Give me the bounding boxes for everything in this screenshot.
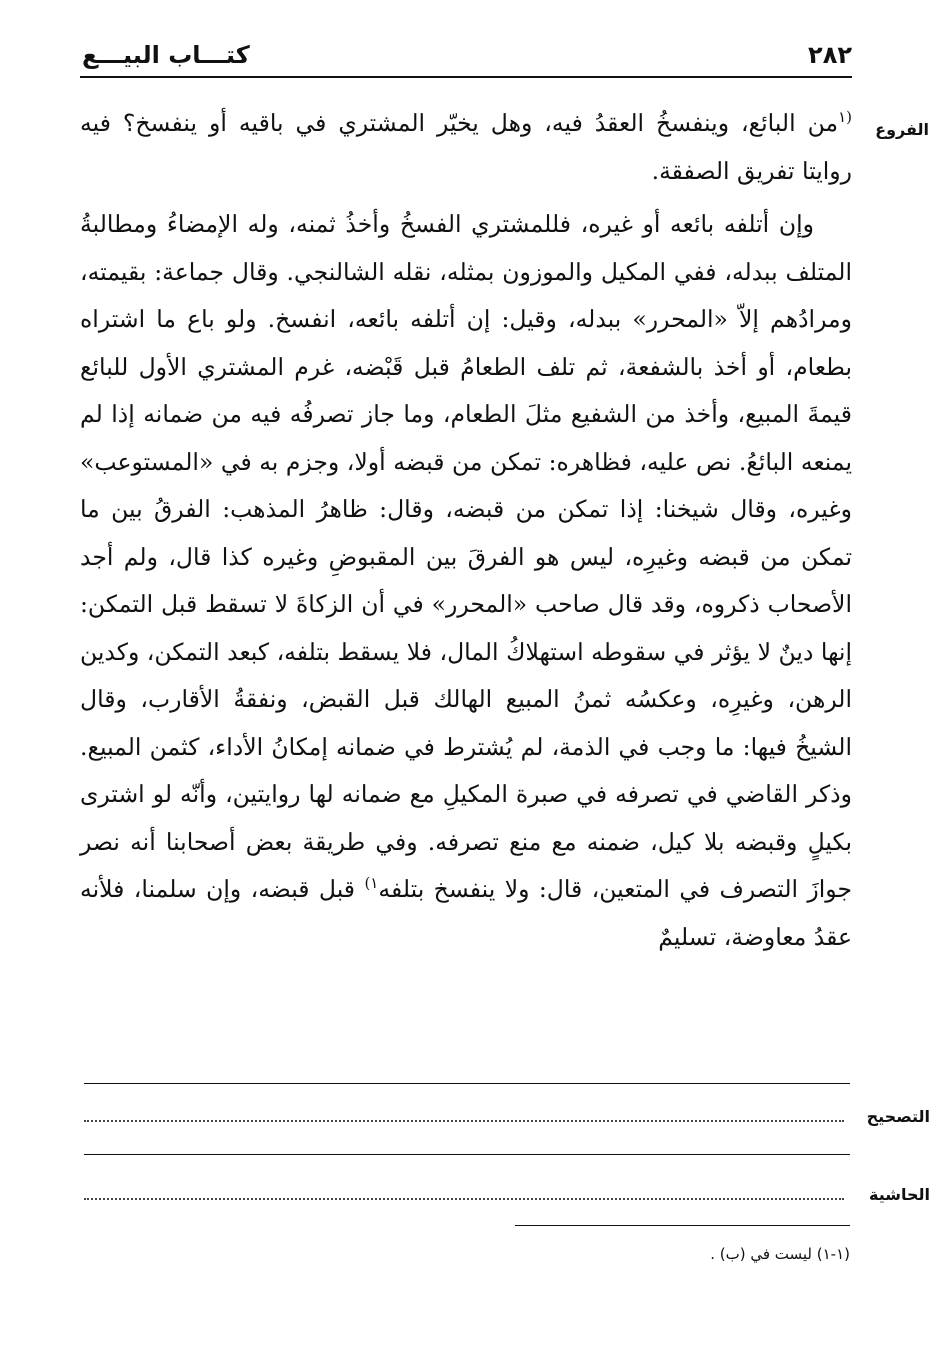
correction-row <box>84 1100 930 1134</box>
page-number: ٢٨٢ <box>808 41 852 69</box>
correction-dotted-line <box>84 1120 844 1122</box>
body-text <box>80 100 852 961</box>
paragraph-text-tail: قبل قبضه، وإن سلمنا، فلأنه عقدُ معاوضة، تسليمٌ <box>80 875 852 951</box>
correction-top-rule <box>84 1083 850 1084</box>
footnote-rule <box>515 1225 850 1226</box>
running-title: كتـــاب البيـــع <box>82 41 250 69</box>
footnote: (١-١) ليست في (ب) . <box>710 1245 850 1263</box>
paragraph-text: وإن أتلفه بائعه أو غيره، فللمشتري الفسخُ وأخذُ ثمنه، وله الإمضاءُ ومطالبةُ المتلف ببدله، ففي المكيل والموزون بمثله، نقله الشالنجي. وقال جماعة: بقيمته، ومرادُهم إلاّ «المحرر» ببدله، وقيل: إن أتلفه بائعه، انفسخ. ولو باع ما اشتراه بطعام، أو أخذ بالشفعة، ثم تلف الطعامُ قبل قَبْضه، غرم المشتري الأول للبائع قيمةَ المبيع، وأخذ من الشفيع مثلَ الطعام، وما جاز تصرفُه فيه من ضمانه إذا لم يمنعه البائعُ. نص عليه، فظاهره: تمكن من قبضه أولا، وجزم به في «المستوعب» وغيره، وقال شيخنا: إذا تمكن من قبضه، وقال: ظاهرُ المذهب: الفرقُ بين ما تمكن من قبضه وغيرِه، ليس هو الفرقَ بين المقبوضِ وغيره كذا قال، ولم أجد الأصحاب ذكروه، وقد قال صاحب «المحرر» في أن الزكاةَ لا تسقط قبل التمكن: إنها دينٌ لا يؤثر في سقوطه استهلاكُ المال، فلا يسقط بتلفه، كبعد التمكن، وكدين الرهن، وغيرِه، وعكسُه ثمنُ المبيع الهالك قبل القبض، ونفقةُ الأقارب، وقال الشيخُ فيها: ما وجب في الذمة، لم يُشترط في ضمانه إمكانُ الأداء، كثمن المبيع. وذكر القاضي في تصرفه في صبرة المكيلِ مع ضمانه لها روايتين، وأنّه لو اشترى بكيلٍ وقبضه بلا كيل، ضمنه مع منع تصرفه. وفي طريقة بعض أصحابنا أنه نصر جوازَ التصرف في المتعين، قال: ولا ينفسخ بتلفه <box>80 210 852 903</box>
paragraph <box>80 100 852 195</box>
margin-note-top-rule <box>84 1154 850 1155</box>
page-header <box>80 38 852 74</box>
footnote-marker-open: (١ <box>838 108 852 127</box>
paragraph <box>80 201 852 961</box>
margin-note-dotted-line <box>84 1198 844 1200</box>
margin-note-label: الحاشية <box>869 1185 930 1204</box>
correction-label: التصحيح <box>866 1107 930 1126</box>
margin-note-row <box>84 1178 930 1212</box>
side-label-branches: الفروع <box>875 120 929 139</box>
footnote-marker-close: ١) <box>364 874 379 893</box>
header-rule <box>80 76 852 78</box>
paragraph-text: من البائع، وينفسخُ العقدُ فيه، وهل يخيّر المشتري في باقيه أو ينفسخ؟ فيه روايتا تفريق الصفقة. <box>80 109 852 185</box>
